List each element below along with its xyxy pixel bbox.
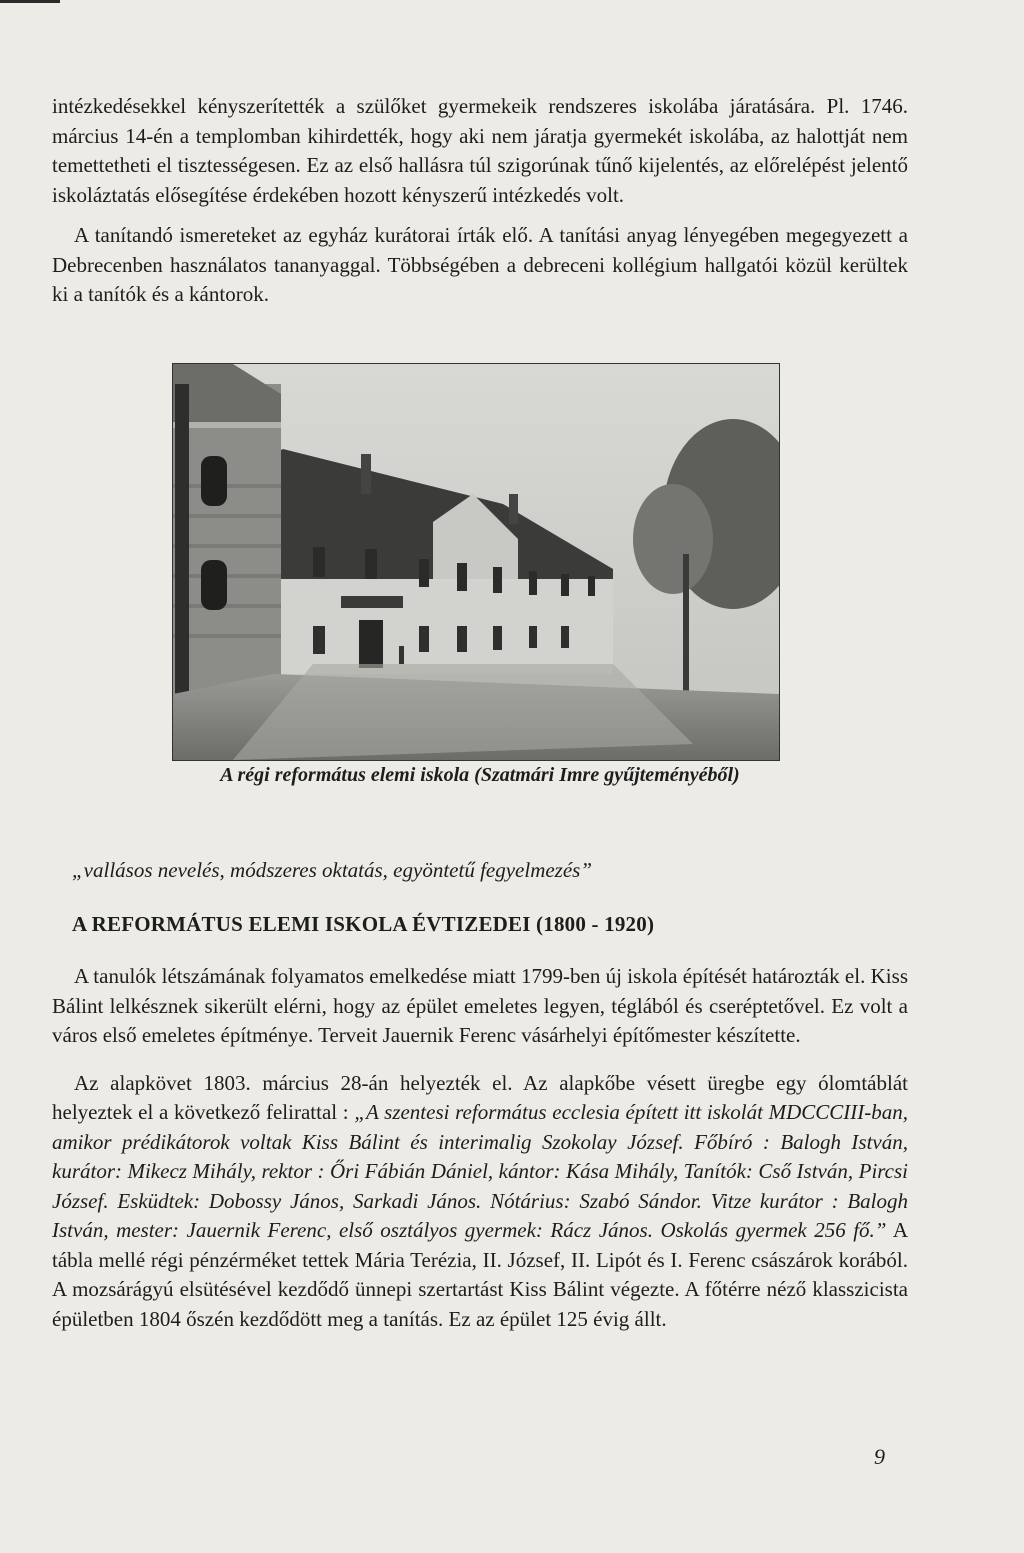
- section-heading: A REFORMÁTUS ELEMI ISKOLA ÉVTIZEDEI (1800 - 1920): [72, 912, 655, 936]
- school-building-image: [173, 364, 779, 760]
- foundation-inscription: „A szentesi református ecclesia épített itt iskolát MDCCCIII-ban, amikor prédikátorok voltak Kiss Bálint és interimalig Szokolay József. Főbíró : Balogh István, kurátor: Mikecz Mihály, rektor : Őri Fábián Dániel, kántor: Kása Mihály, Tanítók: Cső István, Pircsi József. Esküdtek: Dobossy János, Sarkadi János. Nótárius: Szabó Sándor. Vitze kurátor : Balogh István, mester: Jauernik Ferenc, első osztályos gyermek: Rácz János. Oskolás gyermek 256 fő.”: [52, 1100, 909, 1242]
- section-body: [52, 962, 908, 1334]
- paragraph-measures: intézkedésekkel kényszerítették a szülőket gyermekeik rendszeres iskolába járatására. Pl. 1746. március 14-én a templomban kihirdették, hogy aki nem járatja gyermekét iskolába, az halottját nem temettetheti el tisztességesen. Ez az első hallásra túl szigorúnak tűnő kijelentés, az előrelépést jelentő iskoláztatás elősegítése érdekében hozott kényszerű intézkedés volt.: [52, 94, 908, 207]
- paragraph-new-building: A tanulók létszámának folyamatos emelkedése miatt 1799-ben új iskola építését határozták el. Kiss Bálint lelkésznek sikerült elérni, hogy az épület emeletes legyen, téglából és cseréptetővel. Ez volt a város első emeletes építménye. Terveit Jauernik Ferenc vásárhelyi építőmester készítette.: [52, 964, 908, 1047]
- page-number: 9: [874, 1444, 885, 1469]
- scan-edge-mark: [0, 0, 60, 3]
- foundation-intro: Az alapkövet 1803. március 28-án helyezték el. Az alapkőbe vésett üregbe egy ólomtáblát helyeztek el a következő felirattal :: [52, 1070, 908, 1124]
- paragraph-curriculum: A tanítandó ismereteket az egyház kurátorai írták elő. A tanítási anyag lényegében megegyezett a Debrecenben használatos tananyaggal. Többségében a debreceni kollégium hallgatói közül kerültek ki a tanítók és a kántorok.: [52, 223, 908, 306]
- foundation-outro: A tábla mellé régi pénzérméket tettek Mária Terézia, II. József, II. Lipót és I. Ferenc császárok korából. A mozsárágyú elsütésével kezdődő ünnepi szertartást Kiss Bálint végezte. A főtérre néző klasszicista épületben 1804 őszén kezdődött meg a tanítás. Ez az épület 125 évig állt.: [52, 1218, 909, 1331]
- school-photo: [172, 363, 780, 761]
- section-motto: „vallásos nevelés, módszeres oktatás, egyöntetű fegyelmezés”: [72, 858, 593, 882]
- paragraph-foundation-stone: [52, 1069, 908, 1335]
- paragraph-intro: [52, 92, 908, 310]
- photo-caption: A régi református elemi iskola (Szatmári Imre gyűjteményéből): [220, 764, 740, 786]
